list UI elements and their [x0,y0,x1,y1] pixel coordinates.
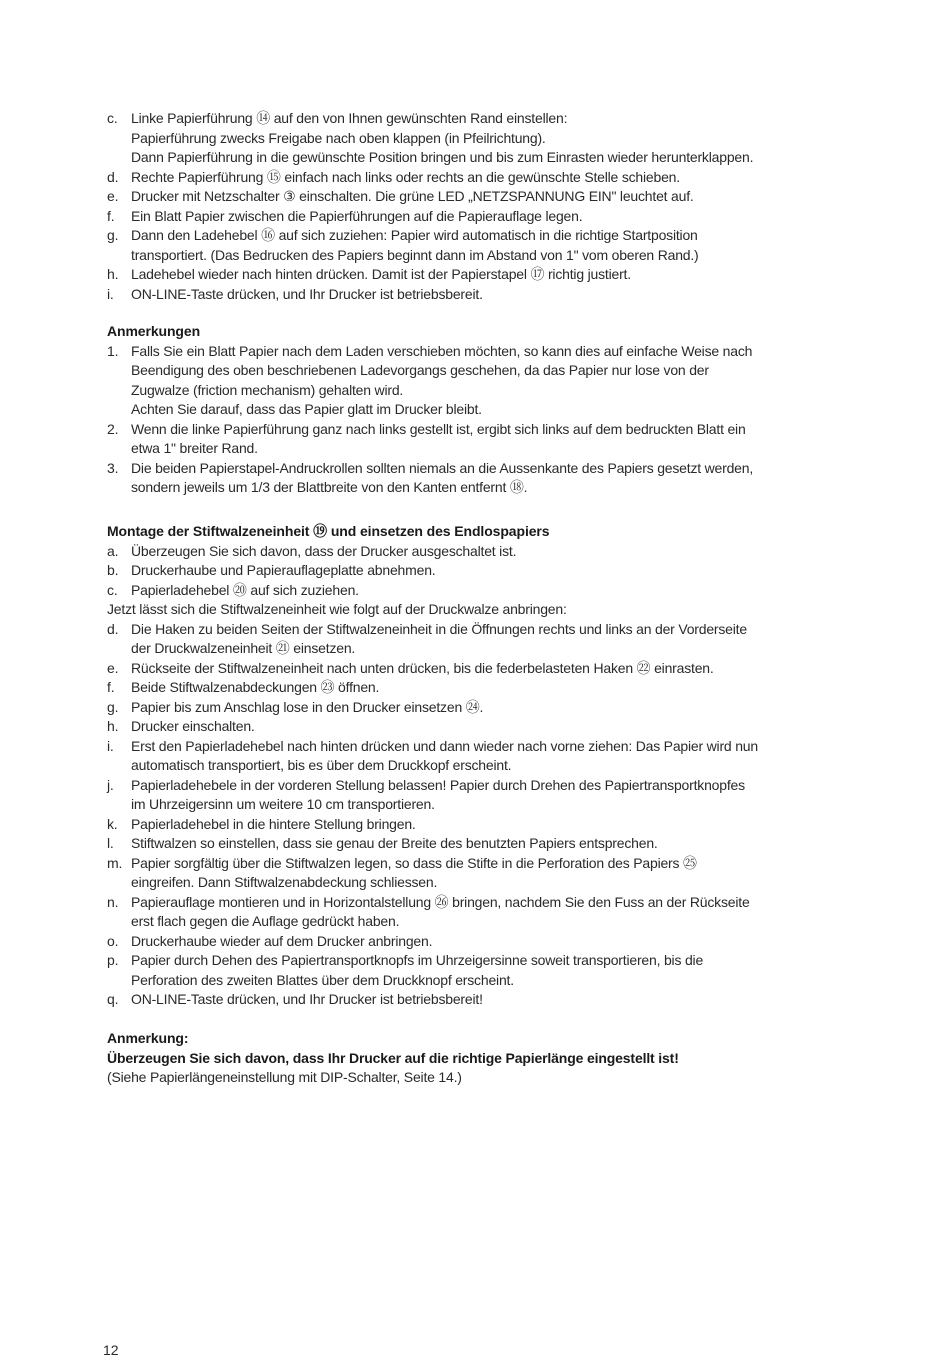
list-item-line: im Uhrzeigersinn um weitere 10 cm transportieren. [131,796,435,812]
list-item-marker: g. [107,698,119,715]
list-item-marker: d. [107,620,119,637]
list-item-marker: 1. [107,342,119,359]
list-item-line: erst flach gegen die Auflage gedrückt haben. [131,913,400,929]
list-item-marker: a. [107,542,119,559]
list-item-line: ON-LINE-Taste drücken, und Ihr Drucker ist betriebsbereit! [131,991,483,1007]
montage-heading: Montage der Stiftwalzeneinheit ⑲ und einsetzen des Endlospapiers [107,523,550,539]
list-item-marker: d. [107,168,119,185]
list-item-line: transportiert. (Das Bedrucken des Papiers beginnt dann im Abstand von 1" vom oberen Rand.) [131,246,699,263]
list-item-line: Wenn die linke Papierführung ganz nach links gestellt ist, ergibt sich links auf dem bedruckten Blatt ein [131,420,746,437]
list-item [107,678,867,698]
list-item-marker: g. [107,227,119,243]
list-item-line: Ein Blatt Papier zwischen die Papierführungen auf die Papierauflage legen. [131,207,583,224]
list-item [107,109,867,168]
list-item [107,168,867,188]
list-item [107,420,867,459]
list-item [107,776,867,815]
list-item-line: Papierauflage montieren und in Horizontalstellung ㉖ bringen, nachdem Sie den Fuss an der Rückseite [131,893,750,910]
paper-loading-steps [107,109,867,304]
list-item-marker: c. [107,110,118,126]
list-item-line: ON-LINE-Taste drücken, und Ihr Drucker ist betriebsbereit. [131,285,483,302]
list-item [107,659,867,679]
list-item-line: Die Haken zu beiden Seiten der Stiftwalzeneinheit in die Öffnungen rechts und links an der Vorderseite [131,620,747,637]
list-item-line: Papierladehebel in die hintere Stellung bringen. [131,815,416,832]
list-item-marker: i. [107,737,114,754]
montage-steps-initial [107,542,867,601]
list-item-marker: q. [107,991,119,1007]
list-item [107,542,867,562]
list-item-line: der Druckwalzeneinheit ㉑ einsetzen. [131,640,356,656]
final-note-heading: Anmerkung: [107,1030,189,1046]
list-item-line: Zugwalze (friction mechanism) gehalten wird. [131,381,404,398]
list-item-marker: k. [107,815,118,832]
list-item [107,207,867,227]
list-item [107,951,867,990]
montage-interlude: Jetzt lässt sich die Stiftwalzeneinheit wie folgt auf der Druckwalze anbringen: [107,601,567,617]
list-item-marker: p. [107,952,119,968]
notes-section [107,322,867,498]
list-item [107,834,867,854]
list-item [107,698,867,718]
list-item-line: Die beiden Papierstapel-Andruckrollen sollten niemals an die Aussenkante des Papiers gesetzt werden, [131,459,754,476]
list-item-line: Drucker einschalten. [131,718,255,734]
list-item-line: Papierladehebel ⑳ auf sich zuziehen. [131,581,359,598]
list-item [107,717,867,737]
list-item [107,815,867,835]
list-item [107,265,867,285]
list-item [107,342,867,420]
list-item-line: Linke Papierführung ⑭ auf den von Ihnen gewünschten Rand einstellen: [131,110,568,126]
notes-list [107,342,867,498]
list-item-line: eingreifen. Dann Stiftwalzenabdeckung schliessen. [131,874,438,890]
list-item-line: Beendigung des oben beschriebenen Ladevorgangs geschehen, da das Papier nur lose von der [131,362,709,378]
list-item-line: Papierführung zwecks Freigabe nach oben klappen (in Pfeilrichtung). [131,129,546,146]
list-item-line: Achten Sie darauf, dass das Papier glatt im Drucker bleibt. [131,401,482,417]
list-item-line: Papier sorgfältig über die Stiftwalzen legen, so dass die Stifte in die Perforation des Papiers ㉕ [131,854,697,871]
list-item [107,561,867,581]
list-item [107,737,867,776]
list-item-marker: e. [107,188,119,204]
list-item [107,187,867,207]
list-item-marker: l. [107,835,114,851]
list-item-line: Rückseite der Stiftwalzeneinheit nach unten drücken, bis die federbelasteten Haken ㉒ einrasten. [131,659,714,676]
list-item-marker: c. [107,581,118,598]
list-item-line: Papier durch Dehen des Papiertransportknopfs im Uhrzeigersinne soweit transportieren, bis die [131,952,704,968]
montage-steps-mounting [107,620,867,1010]
list-item-line: Beide Stiftwalzenabdeckungen ㉓ öffnen. [131,679,380,695]
list-item-line: Stiftwalzen so einstellen, dass sie genau der Breite des benutzten Papiers entsprechen. [131,835,658,851]
list-item [107,932,867,952]
montage-section [107,522,867,1010]
list-item-marker: 2. [107,420,119,437]
list-item-line: Dann Papierführung in die gewünschte Position bringen und bis zum Einrasten wieder herunterklappen. [131,149,754,165]
list-item-line: Rechte Papierführung ⑮ einfach nach links oder rechts an die gewünschte Stelle schieben. [131,168,680,185]
final-note-warning: Überzeugen Sie sich davon, dass Ihr Drucker auf die richtige Papierlänge eingestellt ist! [107,1049,679,1066]
list-item-line: Perforation des zweiten Blattes über dem Druckknopf erscheint. [131,971,514,988]
list-item-marker: j. [107,776,114,793]
list-item-marker: h. [107,266,119,282]
list-item-line: Drucker mit Netzschalter ③ einschalten. Die grüne LED „NETZSPANNUNG EIN" leuchtet auf. [131,188,694,204]
list-item-line: Papierladehebele in der vorderen Stellung belassen! Papier durch Drehen des Papiertransportknopfes [131,776,745,793]
list-item-marker: e. [107,659,119,676]
list-item-line: etwa 1" breiter Rand. [131,440,258,456]
final-note-reference: (Siehe Papierlängeneinstellung mit DIP-Schalter, Seite 14.) [107,1069,462,1085]
list-item-line: Dann den Ladehebel ⑯ auf sich zuziehen: Papier wird automatisch in die richtige Startposition [131,227,698,243]
list-item-line: Druckerhaube und Papierauflageplatte abnehmen. [131,562,436,578]
list-item-line: Überzeugen Sie sich davon, dass der Drucker ausgeschaltet ist. [131,542,517,559]
list-item-marker: h. [107,718,119,734]
list-item [107,285,867,305]
list-item [107,990,867,1010]
list-item-marker: 3. [107,459,119,476]
list-item-marker: b. [107,562,119,578]
notes-heading: Anmerkungen [107,323,201,339]
list-item [107,459,867,498]
list-item-marker: f. [107,679,115,695]
list-item [107,581,867,601]
list-item-marker: o. [107,932,119,949]
list-item-line: automatisch transportiert, bis es über dem Druckkopf erscheint. [131,757,512,773]
list-item-marker: m. [107,854,123,871]
list-item-line: Falls Sie ein Blatt Papier nach dem Laden verschieben möchten, so kann dies auf einfache Weise nach [131,342,753,359]
list-item-marker: f. [107,207,115,224]
list-item-line: Ladehebel wieder nach hinten drücken. Damit ist der Papierstapel ⑰ richtig justiert. [131,266,631,282]
page-number: 12 [103,1342,119,1358]
list-item-line: Papier bis zum Anschlag lose in den Drucker einsetzen ㉔. [131,698,484,715]
list-item-marker: n. [107,893,119,910]
list-item [107,893,867,932]
list-item-line: Druckerhaube wieder auf dem Drucker anbringen. [131,932,433,949]
list-item [107,854,867,893]
list-item-line: sondern jeweils um 1/3 der Blattbreite von den Kanten entfernt ⑱. [131,479,528,495]
list-item [107,226,867,265]
list-item-line: Erst den Papierladehebel nach hinten drücken und dann wieder nach vorne ziehen: Das Papier wird nun [131,737,758,754]
list-item [107,620,867,659]
final-note [107,1029,867,1088]
list-item-marker: i. [107,285,114,302]
